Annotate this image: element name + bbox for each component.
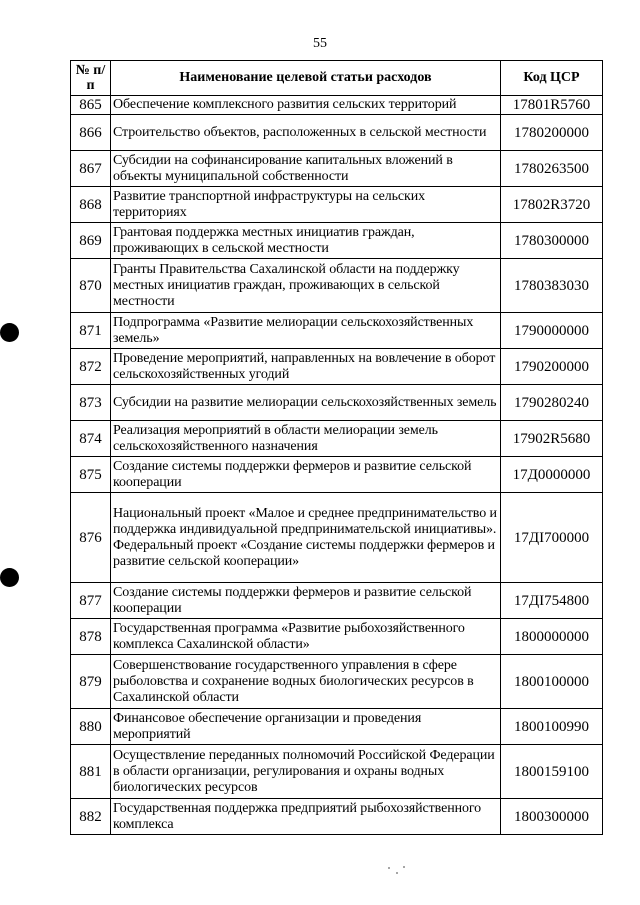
row-num: 865 (71, 96, 111, 115)
row-num: 875 (71, 457, 111, 493)
table-row (71, 349, 603, 385)
header-code: Код ЦСР (501, 61, 603, 96)
row-num: 874 (71, 421, 111, 457)
row-code: 17Д0000000 (501, 457, 603, 493)
row-name: Государственная программа «Развитие рыбохозяйственного комплекса Сахалинской области» (111, 619, 501, 655)
row-num: 868 (71, 187, 111, 223)
header-num: № п/п (71, 61, 111, 96)
row-name: Совершенствование государственного управления в сфере рыболовства и сохранение водных биологических ресурсов в Сахалинской области (111, 655, 501, 709)
row-code: 17801R5760 (501, 96, 603, 115)
row-code: 1780200000 (501, 115, 603, 151)
row-num: 870 (71, 259, 111, 313)
row-code: 1800100000 (501, 655, 603, 709)
table-row (71, 115, 603, 151)
table-row (71, 583, 603, 619)
row-name: Грантовая поддержка местных инициатив граждан, проживающих в сельской местности (111, 223, 501, 259)
row-num: 882 (71, 799, 111, 835)
table-row (71, 151, 603, 187)
punch-hole (0, 568, 19, 587)
page-number: 55 (313, 36, 327, 51)
row-num: 869 (71, 223, 111, 259)
row-num: 876 (71, 493, 111, 583)
table-row (71, 709, 603, 745)
row-name: Финансовое обеспечение организации и проведения мероприятий (111, 709, 501, 745)
table-row (71, 223, 603, 259)
row-num: 866 (71, 115, 111, 151)
table-row (71, 799, 603, 835)
row-name: Проведение мероприятий, направленных на вовлечение в оборот сельскохозяйственных угодий (111, 349, 501, 385)
row-name: Гранты Правительства Сахалинской области на поддержку местных инициатив граждан, проживающих в сельской местности (111, 259, 501, 313)
row-code: 1800300000 (501, 799, 603, 835)
budget-classification-table (70, 60, 603, 835)
row-code: 1790280240 (501, 385, 603, 421)
table-row (71, 421, 603, 457)
row-code: 1780383030 (501, 259, 603, 313)
row-name: Субсидии на софинансирование капитальных вложений в объекты муниципальной собственности (111, 151, 501, 187)
row-name: Осуществление переданных полномочий Российской Федерации в области организации, регулирования и охраны водных биологических ресурсов (111, 745, 501, 799)
table-header-row (71, 61, 603, 96)
header-name: Наименование целевой статьи расходов (111, 61, 501, 96)
row-code: 1790200000 (501, 349, 603, 385)
row-code: 1780300000 (501, 223, 603, 259)
table-row (71, 385, 603, 421)
row-num: 867 (71, 151, 111, 187)
punch-hole (0, 323, 19, 342)
row-name: Реализация мероприятий в области мелиорации земель сельскохозяйственного назначения (111, 421, 501, 457)
row-num: 872 (71, 349, 111, 385)
row-num: 878 (71, 619, 111, 655)
row-code: 1800100990 (501, 709, 603, 745)
table-row (71, 619, 603, 655)
table-row (71, 259, 603, 313)
row-code: 17802R3720 (501, 187, 603, 223)
row-name: Создание системы поддержки фермеров и развитие сельской кооперации (111, 583, 501, 619)
table-row (71, 493, 603, 583)
table-row (71, 457, 603, 493)
row-code: 17ДI754800 (501, 583, 603, 619)
row-name: Развитие транспортной инфраструктуры на сельских территориях (111, 187, 501, 223)
row-num: 881 (71, 745, 111, 799)
row-name: Подпрограмма «Развитие мелиорации сельскохозяйственных земель» (111, 313, 501, 349)
row-num: 877 (71, 583, 111, 619)
row-code: 1800159100 (501, 745, 603, 799)
table-row (71, 187, 603, 223)
row-num: 871 (71, 313, 111, 349)
scan-speck (396, 872, 398, 874)
row-name: Государственная поддержка предприятий рыбохозяйственного комплекса (111, 799, 501, 835)
row-code: 1790000000 (501, 313, 603, 349)
row-name: Строительство объектов, расположенных в сельской местности (111, 115, 501, 151)
row-code: 17ДI700000 (501, 493, 603, 583)
row-code: 17902R5680 (501, 421, 603, 457)
row-name: Создание системы поддержки фермеров и развитие сельской кооперации (111, 457, 501, 493)
row-name: Обеспечение комплексного развития сельских территорий (111, 96, 501, 115)
row-name: Субсидии на развитие мелиорации сельскохозяйственных земель (111, 385, 501, 421)
table-row (71, 745, 603, 799)
table-row (71, 96, 603, 115)
scan-speck (388, 867, 390, 869)
row-num: 873 (71, 385, 111, 421)
table-row (71, 655, 603, 709)
scan-speck (403, 866, 405, 868)
row-num: 880 (71, 709, 111, 745)
row-num: 879 (71, 655, 111, 709)
row-name: Национальный проект «Малое и среднее предпринимательство и поддержка индивидуальной предпринимательской инициативы». Федеральный проект «Создание системы поддержки фермеров и развитие сельской кооперации» (111, 493, 501, 583)
row-code: 1780263500 (501, 151, 603, 187)
table-row (71, 313, 603, 349)
row-code: 1800000000 (501, 619, 603, 655)
